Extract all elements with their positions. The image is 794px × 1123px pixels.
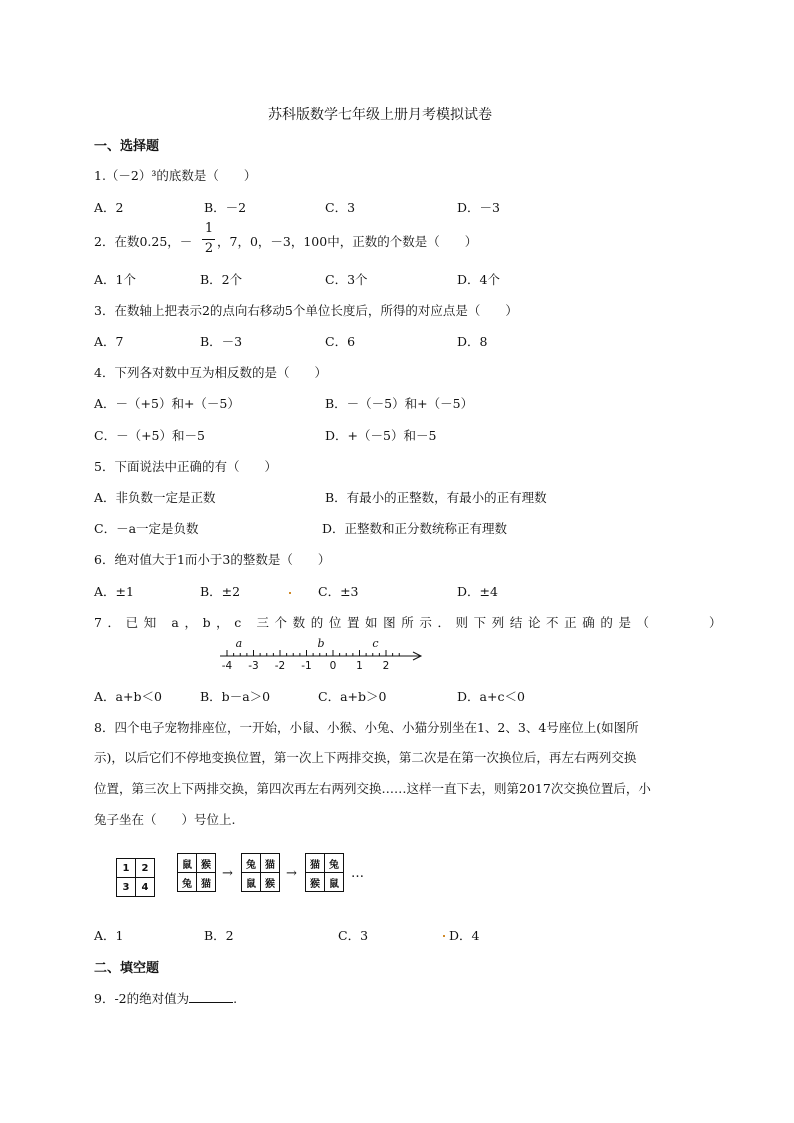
q4-option-d: D．+（－5）和－5 [325,428,437,443]
ellipsis-mark: … [351,866,364,881]
q8-option-c: C．3 [338,928,369,943]
q5-option-c: C．－a一定是负数 [94,521,199,536]
number-line-tick-label: -2 [274,660,286,672]
q6-option-a: A．±1 [94,584,134,599]
seat-4: 4 [136,878,155,897]
q3-option-d: D．8 [457,334,488,349]
section-heading-fill: 二、填空题 [94,961,160,976]
q3-option-a: A．7 [94,334,124,349]
pet-cell: 兔 [178,873,197,892]
q2-option-a: A．1个 [94,272,136,287]
question-7-stem: 7．已知 a，b，c 三个数的位置如图所示．则下列结论不正确的是（ ） [94,615,728,630]
question-2-stem-part2: ，7，0，－3，100中，正数的个数是（ ） [217,234,478,249]
q2-option-d: D．4个 [457,272,500,287]
question-8-line-2: 示)，以后它们不停地变换位置，第一次上下两排交换，第二次是在第一次换位后，再左右两列交换 [94,750,637,765]
q8-option-b: B．2 [204,928,234,943]
q7-option-a: A．a+b＜0 [94,689,162,704]
q3-option-b: B．－3 [200,334,243,349]
question-9-period: . [233,991,238,1006]
seat-2: 2 [136,859,155,878]
stray-mark [443,935,445,937]
q7-option-c: C．a+b＞0 [318,689,387,704]
question-1-stem: 1.（－2）³的底数是（ ） [94,168,257,183]
stray-mark [289,592,291,594]
q4-option-a: A．－（+5）和+（－5） [94,396,240,411]
q6-option-b: B．±2 [200,584,241,599]
pet-cell: 猴 [197,854,216,873]
pet-cell: 猫 [197,873,216,892]
q3-option-c: C．6 [325,334,356,349]
q6-option-c: C．±3 [318,584,359,599]
fraction-denominator: 2 [204,241,214,256]
number-line-point-label: b [317,637,325,650]
q2-option-b: B．2个 [200,272,243,287]
arrow-icon: → [286,866,297,881]
q7-option-d: D．a+c＜0 [457,689,525,704]
question-4-stem: 4．下列各对数中互为相反数的是（ ） [94,365,327,380]
pet-cell: 鼠 [325,873,344,892]
q1-option-d: D．－3 [457,200,500,215]
seat-1: 1 [117,859,136,878]
question-3-stem: 3．在数轴上把表示2的点向右移动5个单位长度后，所得的对应点是（ ） [94,303,518,318]
q2-option-c: C．3个 [325,272,368,287]
pet-grid-step-2 [305,853,344,892]
q4-option-c: C．－（+5）和－5 [94,428,205,443]
q8-option-d: D．4 [449,928,480,943]
q5-option-d: D．正整数和正分数统称正有理数 [322,521,508,536]
seat-number-grid [116,858,155,897]
pet-cell: 猫 [306,854,325,873]
pet-cell: 猴 [261,873,280,892]
arrow-icon: → [222,866,233,881]
question-8-line-1: 8．四个电子宠物排座位，一开始，小鼠、小猴、小兔、小猫分别坐在1、2、3、4号座位上(如图所 [94,720,639,735]
fraction-bar [202,239,215,240]
number-line-tick-label: 0 [329,660,337,672]
q4-option-b: B．－（－5）和+（－5） [325,396,474,411]
question-2-stem-part1: 2．在数0.25，－ [94,234,193,249]
number-line-figure [214,636,430,676]
seat-3: 3 [117,878,136,897]
page-title: 苏科版数学七年级上册月考模拟试卷 [268,107,492,123]
answer-blank[interactable] [189,990,233,1003]
pet-cell: 鼠 [178,854,197,873]
q1-option-a: A．2 [94,200,124,215]
q5-option-a: A．非负数一定是正数 [94,490,216,505]
number-line-tick-label: -4 [221,660,233,672]
pet-cell: 猴 [306,873,325,892]
number-line-tick-label: -3 [248,660,259,672]
q7-option-b: B．b－a＞0 [200,689,271,704]
number-line-point-label: a [235,637,243,650]
q8-option-a: A．1 [94,928,124,943]
fraction-numerator: 1 [204,221,214,236]
q6-option-d: D．±4 [457,584,498,599]
number-line-tick-label: 1 [356,660,363,672]
number-line-tick-label: 2 [382,660,390,672]
question-9-stem [94,989,237,1007]
number-line-point-label: c [372,637,379,650]
question-8-line-3: 位置，第三次上下两排交换，第四次再左右两列交换……这样一直下去，则第2017次交换位置后，小 [94,781,651,796]
pet-grid-initial [177,853,216,892]
question-8-line-4: 兔子坐在（ ）号位上. [94,812,236,827]
pet-grid-step-1 [241,853,280,892]
pet-cell: 猫 [261,854,280,873]
question-9-text: 9．-2的绝对值为 [94,991,190,1006]
q1-option-b: B．－2 [204,200,247,215]
question-5-stem: 5．下面说法中正确的有（ ） [94,459,277,474]
q1-option-c: C．3 [325,200,356,215]
question-6-stem: 6．绝对值大于1而小于3的整数是（ ） [94,552,331,567]
q5-option-b: B．有最小的正整数，有最小的正有理数 [325,490,547,505]
pet-cell: 鼠 [242,873,261,892]
pet-cell: 兔 [242,854,261,873]
section-heading-choice: 一、选择题 [94,139,160,154]
number-line-tick-label: -1 [301,660,312,672]
pet-cell: 兔 [325,854,344,873]
